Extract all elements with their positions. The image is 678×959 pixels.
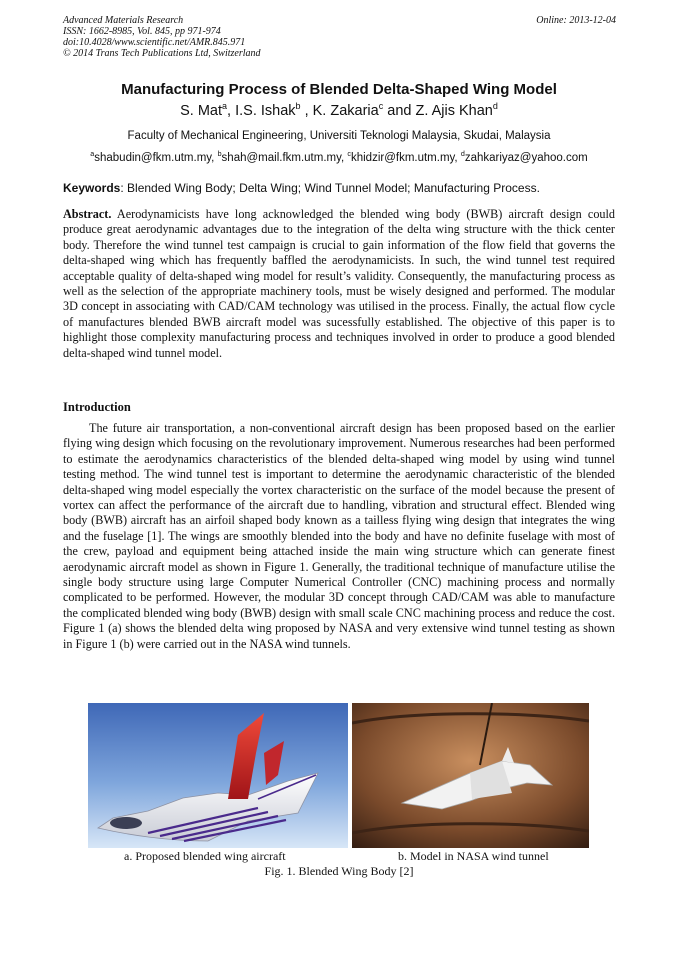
figure-blended-wing-aircraft — [88, 703, 348, 848]
author-name: Z. Ajis Khan — [415, 103, 493, 119]
figure-caption-a: a. Proposed blended wing aircraft — [124, 849, 286, 863]
keywords-text: : Blended Wing Body; Delta Wing; Wind Tunnel Model; Manufacturing Process. — [120, 181, 540, 195]
email-sup: c — [347, 150, 351, 159]
email-sup: a — [90, 150, 95, 159]
author-name: I.S. Ishak — [235, 103, 296, 119]
section-heading-introduction: Introduction — [63, 400, 131, 414]
abstract-label: Abstract. — [63, 207, 112, 221]
author-list — [0, 103, 678, 119]
abstract-text: Aerodynamicists have long acknowledged the blended wing body (BWB) aircraft design could produce great aerodynamic advantages due to the integration of the delta wing structure with the thick center body. Therefore the wind tunnel test campaign is crucial to gain information of the flow field that governs the delta-shaped wing which has frequently baffled the aerodynamicists. In such, the wind tunnel test required acceptable quality of delta-shaped wing model for result’s validity. Consequently, the manufacturing process as well as the selection of the appropriate machinery tools, must be wisely designed and performed. The modular 3D concept in associating with CAD/CAM technology was utilised in the process. Finally, the actual flow cycle of manufactures blended BWB aircraft model was sucessfully established. The objective of this paper is to highlight those complexity manufacturing process and techniques involved in order to produce a good blended delta-shaped wind tunnel model. — [63, 207, 615, 360]
figure-nasa-wind-tunnel-model — [352, 703, 589, 848]
author-sup: b — [295, 101, 301, 112]
email-list — [0, 152, 678, 164]
journal-header — [63, 15, 261, 59]
figure-caption-b: b. Model in NASA wind tunnel — [398, 849, 549, 863]
keywords — [63, 181, 540, 195]
email-link[interactable]: khidzir@fkm.utm.my, — [350, 152, 458, 164]
paper-title: Manufacturing Process of Blended Delta-Shaped Wing Model — [121, 81, 557, 98]
email-link[interactable]: zahkariyaz@yahoo.com — [464, 152, 588, 164]
email-sup: d — [460, 150, 465, 159]
author-sup: c — [378, 101, 384, 112]
figure-caption: Fig. 1. Blended Wing Body [2] — [264, 864, 414, 878]
email-link[interactable]: shabudin@fkm.utm.my, — [94, 152, 215, 164]
author-sup: a — [222, 101, 228, 112]
email-link[interactable]: shah@mail.fkm.utm.my, — [221, 152, 345, 164]
abstract-paragraph — [63, 207, 615, 361]
online-date: Online: 2013-12-04 — [536, 15, 616, 26]
author-name: S. Mat — [180, 103, 223, 119]
author-separator: and — [383, 103, 416, 119]
author-separator: , — [227, 103, 236, 119]
copyright-line: © 2014 Trans Tech Publications Ltd, Switzerland — [63, 48, 261, 59]
keywords-label: Keywords — [63, 181, 121, 195]
author-sup: d — [492, 101, 498, 112]
journal-name: Advanced Materials Research — [63, 15, 184, 26]
introduction-paragraph: The future air transportation, a non-conventional aircraft design has been proposed based on the earlier flying wing design which focusing on the revolutionary improvement. Numerous researches had been performed to estimate the aerodynamics characteristics of the blended delta-shaped wing model by using wind tunnel testing method. The wind tunnel test is important to determine the aerodynamic characteristic of the blended delta-shaped wing model especially the vortex characteristic on the surface of the model because the present of vortex can affect the performance of the aircraft due to handling, vibration and structural effect. Blended wing body (BWB) aircraft has an airfoil shaped body known as a tailless flying wing design that integrates the wing and the fuselage [1]. The wings are smoothly blended into the body and have no definite fuselage with most of the crew, payload and equipment being attached inside the main wing structure which can generate finest aerodynamic aircraft model as shown in Figure 1. Generally, the traditional technique of manufacture utilise the single body structure using large Computer Numerical Controller (CNC) machining process and normally complicated to be performed. However, the modular 3D concept through CAD/CAM was able to manufacture the complicated blended wing body (BWB) design with small scale CNC machining process and reduce the cost. Figure 1 (a) shows the blended delta wing proposed by NASA and very extensive wind tunnel testing as shown in Figure 1 (b) were carried out in the NASA wind tunnels. — [63, 421, 615, 651]
author-separator: , — [300, 103, 313, 119]
affiliation: Faculty of Mechanical Engineering, Universiti Teknologi Malaysia, Skudai, Malaysia — [127, 130, 551, 142]
issn-line: ISSN: 1662-8985, Vol. 845, pp 971-974 — [63, 26, 221, 37]
email-sup: b — [217, 150, 222, 159]
author-name: K. Zakaria — [312, 103, 379, 119]
doi-line: doi:10.4028/www.scientific.net/AMR.845.971 — [63, 37, 246, 48]
